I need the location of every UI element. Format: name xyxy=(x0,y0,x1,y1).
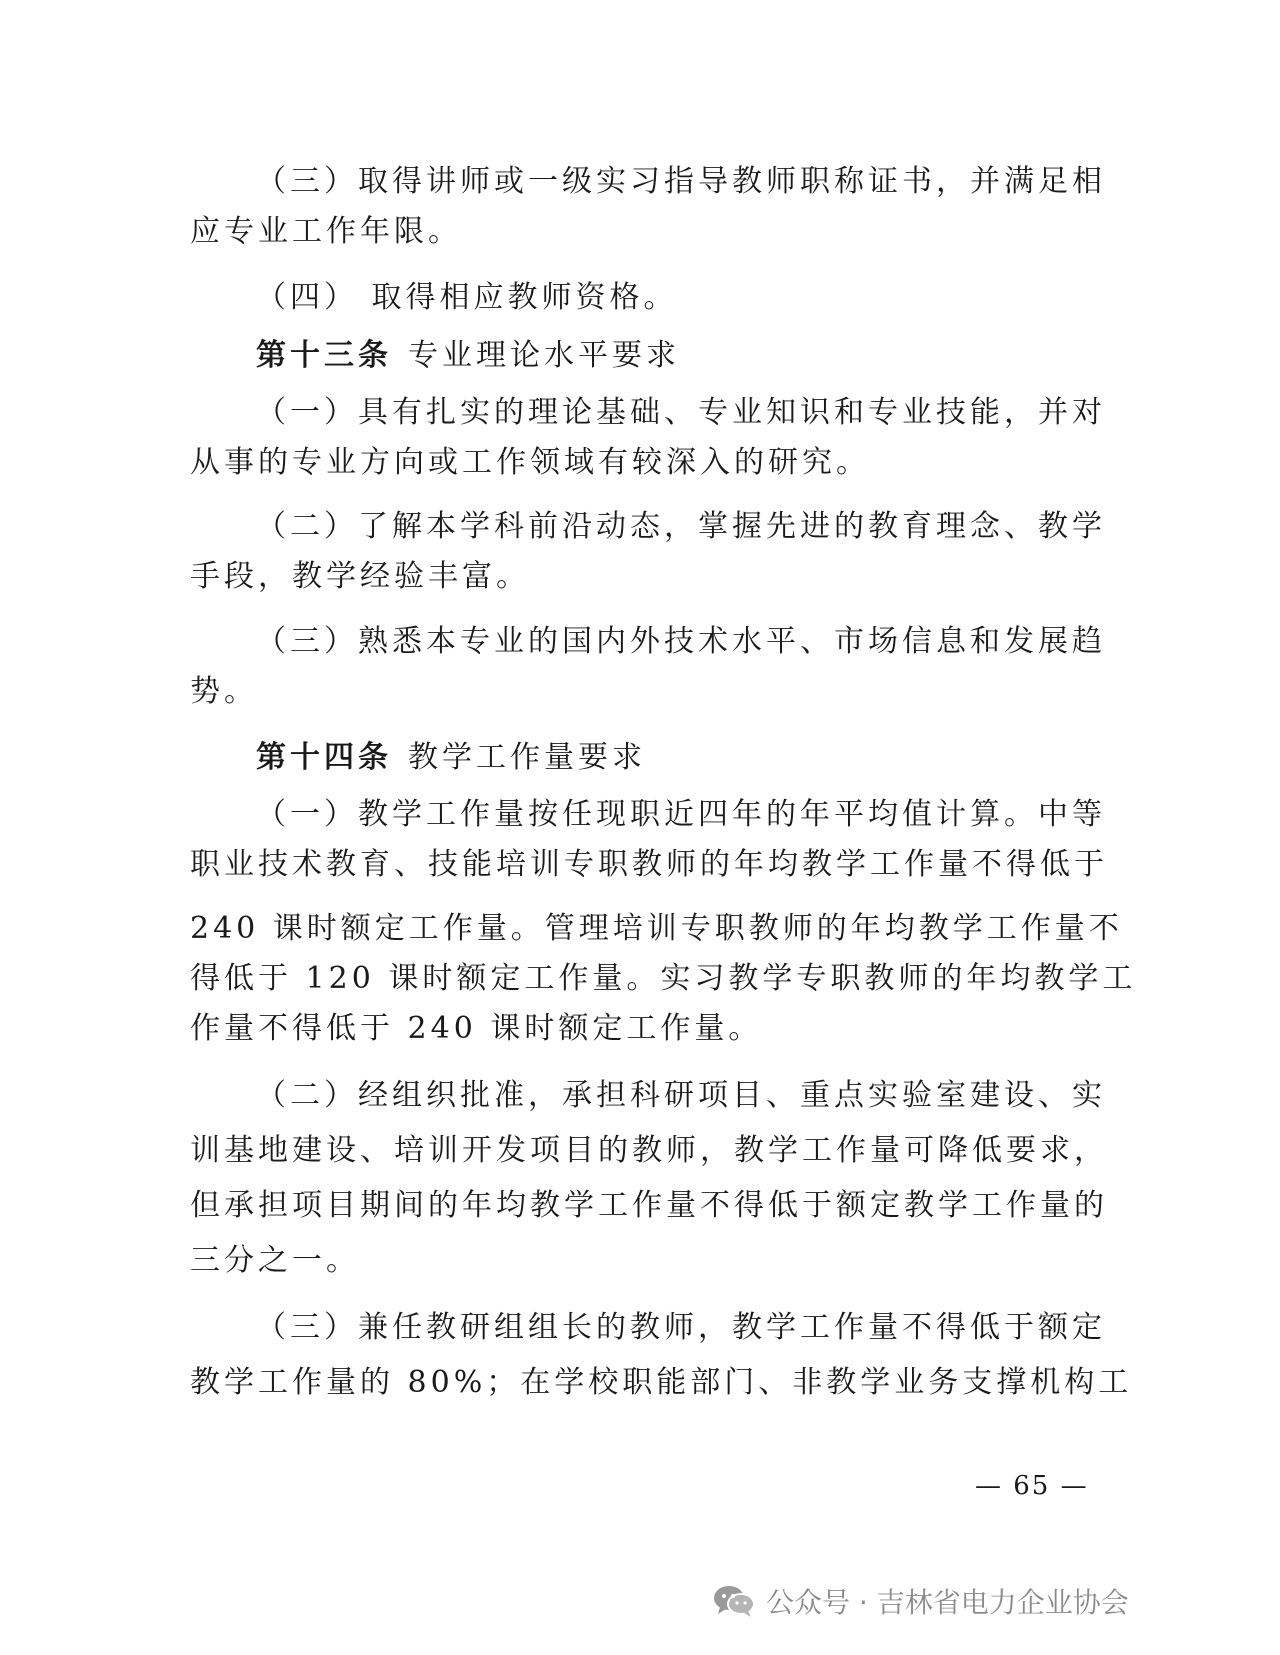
text-line: 手段，教学经验丰富。 xyxy=(190,559,530,594)
text-line: 应专业工作年限。 xyxy=(190,214,462,249)
article-title: 教学工作量要求 xyxy=(408,740,646,775)
text-line: （三）取得讲师或一级实习指导教师职称证书，并满足相 xyxy=(256,164,1106,199)
article-number: 第十四条 xyxy=(256,740,392,775)
text-line: 从事的专业方向或工作领域有较深入的研究。 xyxy=(190,445,870,480)
text-line: 职业技术教育、技能培训专职教师的年均教学工作量不得低于 xyxy=(190,847,1108,882)
wechat-icon xyxy=(712,1583,756,1619)
text-line: （三）熟悉本专业的国内外技术水平、市场信息和发展趋 xyxy=(256,624,1106,659)
text-line: （一）教学工作量按任现职近四年的年平均值计算。中等 xyxy=(256,797,1106,832)
text-line: 但承担项目期间的年均教学工作量不得低于额定教学工作量的 xyxy=(190,1188,1108,1223)
text-line: （三）兼任教研组组长的教师，教学工作量不得低于额定 xyxy=(256,1310,1106,1345)
text-line: 240 课时额定工作量。管理培训专职教师的年均教学工作量不 xyxy=(190,911,1123,946)
text-line: （二）了解本学科前沿动态，掌握先进的教育理念、教学 xyxy=(256,509,1106,544)
watermark-text: 公众号 · 吉林省电力企业协会 xyxy=(766,1586,1129,1619)
text-line: 教学工作量的 80%；在学校职能部门、非教学业务支撑机构工 xyxy=(190,1365,1133,1400)
watermark xyxy=(712,1581,1129,1621)
text-line: 得低于 120 课时额定工作量。实习教学专职教师的年均教学工 xyxy=(190,961,1137,996)
page-number: — 65 — xyxy=(975,1471,1089,1501)
text-line: （四） 取得相应教师资格。 xyxy=(256,280,678,315)
article-title: 专业理论水平要求 xyxy=(408,338,680,373)
text-line: 训基地建设、培训开发项目的教师，教学工作量可降低要求， xyxy=(190,1133,1108,1168)
article-number: 第十三条 xyxy=(256,338,392,373)
text-line: （一）具有扎实的理论基础、专业知识和专业技能，并对 xyxy=(256,395,1106,430)
text-line: 作量不得低于 240 课时额定工作量。 xyxy=(190,1011,763,1046)
text-line: 三分之一。 xyxy=(190,1243,360,1278)
text-line: 势。 xyxy=(190,674,258,709)
text-line: （二）经组织批准，承担科研项目、重点实验室建设、实 xyxy=(256,1078,1106,1113)
